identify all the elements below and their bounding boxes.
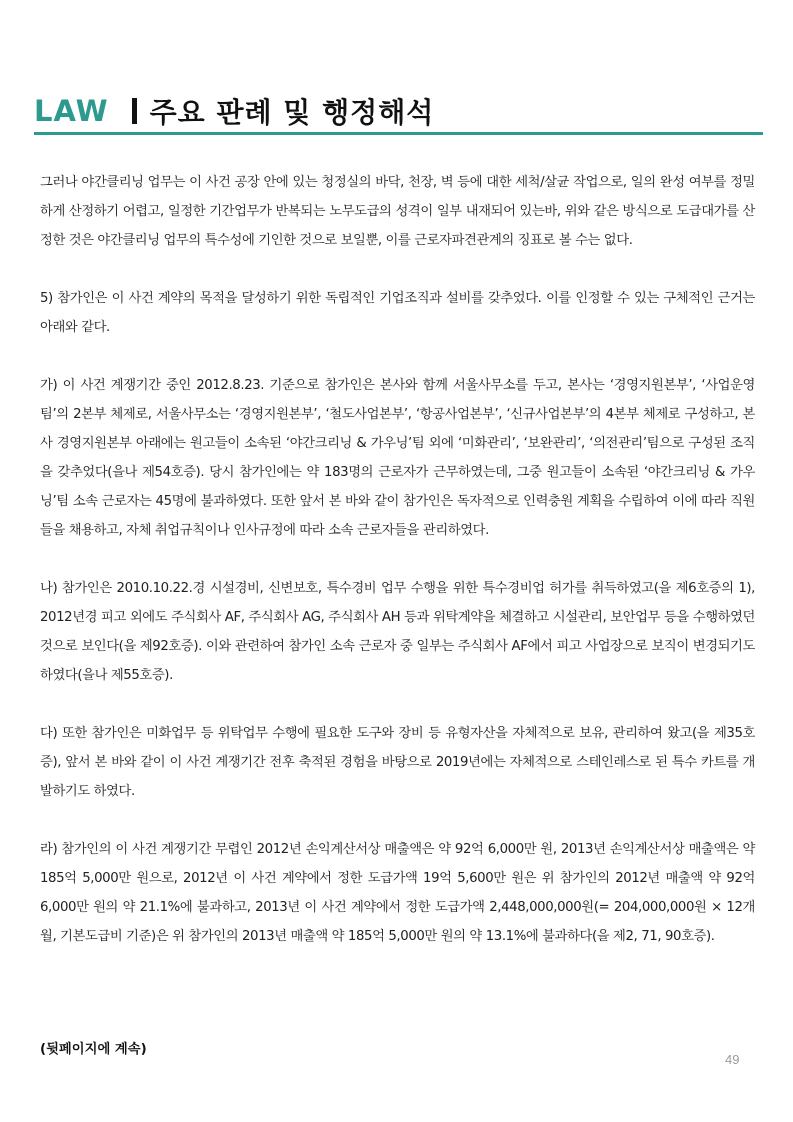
page-number: 49	[725, 1052, 740, 1067]
paragraph-5: 5) 참가인은 이 사건 계약의 목적을 달성하기 위한 독립적인 기업조직과 설비를 갖추었다. 이를 인정할 수 있는 구체적인 근거는 아래와 같다.	[40, 291, 755, 335]
header-divider	[34, 132, 763, 135]
title-separator-bar	[132, 98, 137, 124]
law-label: LAW	[34, 94, 109, 128]
body-text	[40, 168, 755, 951]
paragraph-intro: 그러나 야간클리닝 업무는 이 사건 공장 안에 있는 청정실의 바닥, 천장, 벽 등에 대한 세척/살균 작업으로, 일의 완성 여부를 정밀하게 산정하기 어렵고, 일정한 기간업무가 반복되는 노무도급의 성격이 일부 내재되어 있는바, 위와 같은 방식으로 도급대가를 산정한 것은 야간클리닝 업무의 특수성에 기인한 것으로 보일뿐, 이를 근로자파견관계의 징표로 볼 수는 없다.	[40, 175, 755, 248]
paragraph-ga: 가) 이 사건 계쟁기간 중인 2012.8.23. 기준으로 참가인은 본사와 함께 서울사무소를 두고, 본사는 ‘경영지원본부’, ‘사업운영팀’의 2본부 체제로, 서울사무소는 ‘경영지원본부’, ‘철도사업본부’, ‘항공사업본부’, ‘신규사업본부’의 4본부 체제로 구성하고, 본사 경영지원본부 아래에는 원고들이 소속된 ‘야간크리닝 & 가우닝’팀 외에 ‘미화관리’, ‘보완관리’, ‘의전관리’팀으로 구성된 조직을 갖추었다(을나 제54호증). 당시 참가인에는 약 183명의 근로자가 근무하였는데, 그중 원고들이 소속된 ‘야간크리닝 & 가우닝’팀 소속 근로자는 45명에 불과하였다. 또한 앞서 본 바와 같이 참가인은 독자적으로 인력충원 계획을 수립하여 이에 따라 직원들을 채용하고, 자체 취업규칙이나 인사규정에 따라 소속 근로자들을 관리하였다.	[40, 378, 755, 538]
paragraph-na: 나) 참가인은 2010.10.22.경 시설경비, 신변보호, 특수경비 업무 수행을 위한 특수경비업 허가를 취득하였고(을 제6호증의 1), 2012년경 피고 외에도 주식회사 AF, 주식회사 AG, 주식회사 AH 등과 위탁계약을 체결하고 시설관리, 보안업무 등을 수행하였던 것으로 보인다(을 제92호증). 이와 관련하여 참가인 소속 근로자 중 일부는 주식회사 AF에서 피고 사업장으로 보직이 변경되기도 하였다(을나 제55호증).	[40, 581, 755, 683]
page-title: 주요 판례 및 행정해석	[149, 96, 435, 129]
page-header	[34, 90, 762, 132]
paragraph-ra: 라) 참가인의 이 사건 계쟁기간 무렵인 2012년 손익계산서상 매출액은 약 92억 6,000만 원, 2013년 손익계산서상 매출액은 약 185억 5,000만 원으로, 2012년 이 사건 계약에서 정한 도급가액 19억 5,600만 원은 위 참가인의 2012년 매출액 약 92억 6,000만 원의 약 21.1%에 불과하고, 2013년 이 사건 계약에서 정한 도급가액 2,448,000,000원(= 204,000,000원 × 12개월, 기본도급비 기준)은 위 참가인의 2013년 매출액 약 185억 5,000만 원의 약 13.1%에 불과하다(을 제2, 71, 90호증).	[40, 842, 755, 944]
paragraph-da: 다) 또한 참가인은 미화업무 등 위탁업무 수행에 필요한 도구와 장비 등 유형자산을 자체적으로 보유, 관리하여 왔고(을 제35호증), 앞서 본 바와 같이 이 사건 계쟁기간 전후 축적된 경험을 바탕으로 2019년에는 자체적으로 스테인레스로 된 특수 카트를 개발하기도 하였다.	[40, 726, 755, 799]
continued-note: (뒷페이지에 계속)	[40, 1042, 147, 1057]
